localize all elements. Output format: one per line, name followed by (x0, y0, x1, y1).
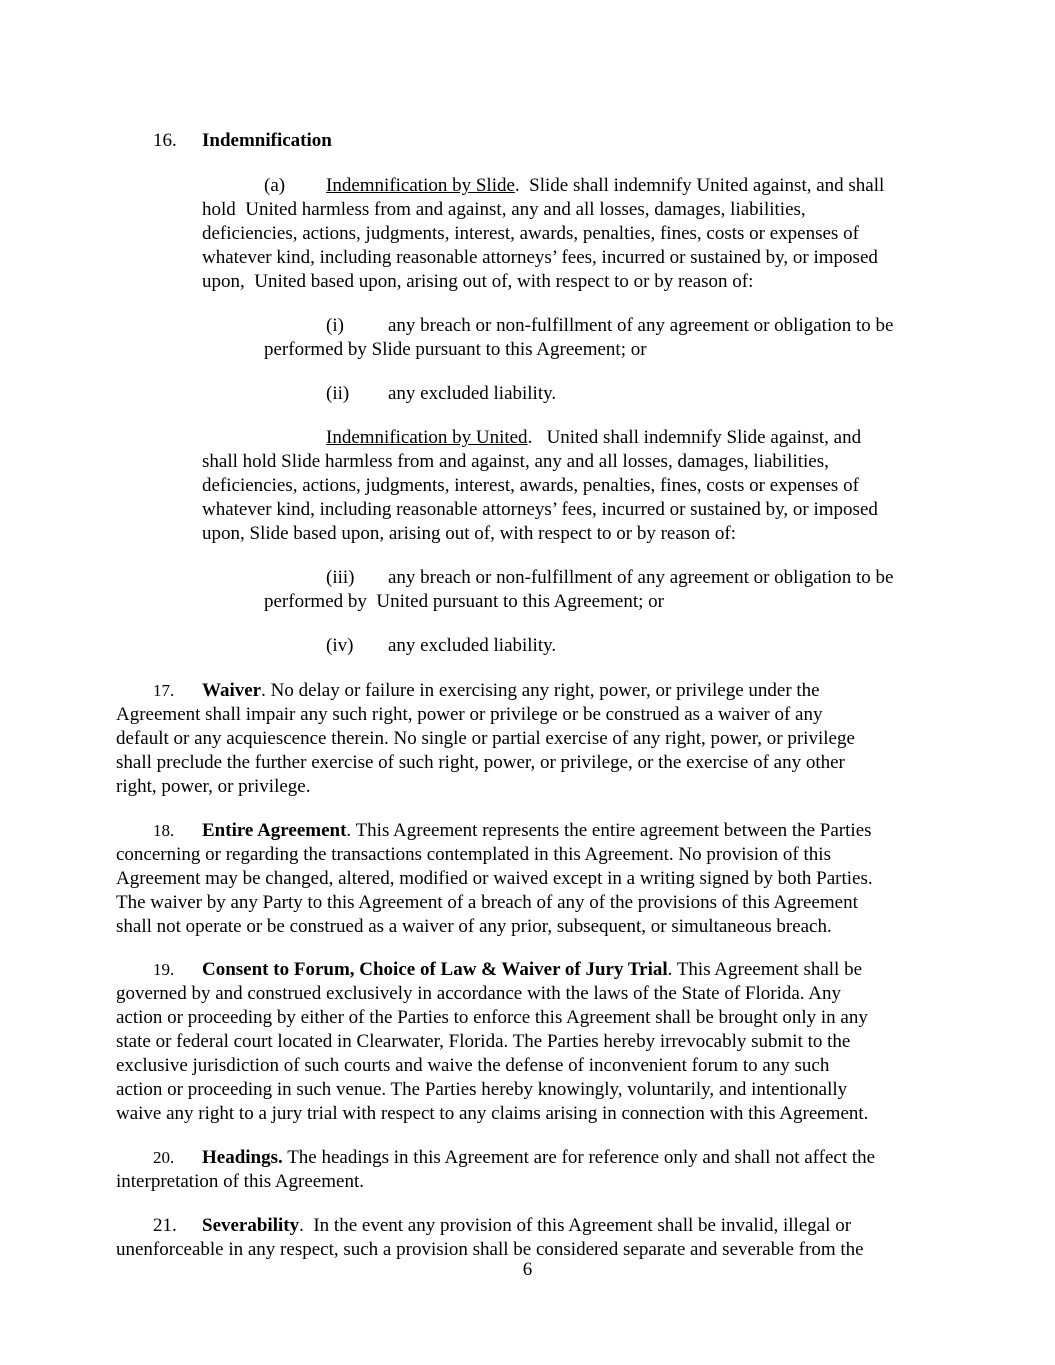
section-17-heading: Waiver (202, 680, 262, 701)
item-i-text: performed by Slide pursuant to this Agreement; or (264, 339, 647, 360)
section-21-first-line (202, 1214, 851, 1238)
paragraph-line: unenforceable in any respect, such a provision shall be considered separate and severable from the (116, 1239, 864, 1260)
paragraph-line: concerning or regarding the transactions contemplated in this Agreement. No provision of this (116, 844, 831, 865)
paragraph-line: right, power, or privilege. (116, 776, 311, 797)
paragraph-line: whatever kind, including reasonable attorneys’ fees, incurred or sustained by, or imposed (202, 499, 878, 520)
paragraph-line: governed by and construed exclusively in accordance with the laws of the State of Florida. Any (116, 983, 841, 1004)
section-16a-title: Indemnification by Slide (326, 175, 515, 196)
item-ii-label: (ii) (326, 383, 350, 404)
paragraph-line: The waiver by any Party to this Agreement of a breach of any of the provisions of this Agreement (116, 892, 858, 913)
paragraph-line: action or proceeding in such venue. The Parties hereby knowingly, voluntarily, and intentionally (116, 1079, 848, 1100)
paragraph-line: default or any acquiescence therein. No single or partial exercise of any right, power, or privilege (116, 728, 855, 749)
item-iii-label: (iii) (326, 567, 355, 588)
item-ii-text: any excluded liability. (388, 383, 557, 404)
section-16-heading: Indemnification (202, 130, 332, 151)
section-18-heading: Entire Agreement (202, 820, 347, 841)
item-i-text: any breach or non-fulfillment of any agreement or obligation to be (388, 315, 894, 336)
paragraph-line: shall hold Slide harmless from and against, any and all losses, damages, liabilities, (202, 451, 829, 472)
section-20-number: 20. (153, 1148, 175, 1167)
section-18-first-line (202, 819, 872, 843)
paragraph-line: upon, United based upon, arising out of, with respect to or by reason of: (202, 271, 754, 292)
section-18-text: . This Agreement represents the entire agreement between the Parties (346, 820, 872, 841)
paragraph-line: state or federal court located in Clearwater, Florida. The Parties hereby irrevocably submit to the (116, 1031, 851, 1052)
section-16b-first-line (326, 426, 861, 450)
paragraph-line: deficiencies, actions, judgments, interest, awards, penalties, fines, costs or expenses of (202, 475, 859, 496)
item-iii-text: any breach or non-fulfillment of any agreement or obligation to be (388, 567, 894, 588)
paragraph-line: upon, Slide based upon, arising out of, with respect to or by reason of: (202, 523, 737, 544)
section-16-number: 16. (153, 130, 177, 151)
section-19-first-line (202, 958, 862, 982)
paragraph-line: hold United harmless from and against, any and all losses, damages, liabilities, (202, 199, 806, 220)
section-21-text: . In the event any provision of this Agreement shall be invalid, illegal or (299, 1215, 852, 1236)
paragraph-line: shall not operate or be construed as a waiver of any prior, subsequent, or simultaneous breach. (116, 916, 832, 937)
page-number: 6 (522, 1259, 533, 1280)
section-20-text: The headings in this Agreement are for reference only and shall not affect the (282, 1147, 876, 1168)
paragraph-line: whatever kind, including reasonable attorneys’ fees, incurred or sustained by, or imposed (202, 247, 878, 268)
section-16a-text: . Slide shall indemnify United against, and shall (514, 175, 885, 196)
section-20-heading: Headings. (202, 1147, 283, 1168)
paragraph-line: Agreement shall impair any such right, power or privilege or be construed as a waiver of any (116, 704, 823, 725)
item-i-label: (i) (326, 315, 344, 336)
paragraph-line: interpretation of this Agreement. (116, 1171, 364, 1192)
section-20-first-line (202, 1146, 875, 1170)
section-17-first-line (202, 679, 820, 703)
section-17-number: 17. (153, 681, 175, 700)
paragraph-line: action or proceeding by either of the Parties to enforce this Agreement shall be brought only in any (116, 1007, 868, 1028)
paragraph-line: Agreement may be changed, altered, modified or waived except in a writing signed by both Parties. (116, 868, 873, 889)
section-19-text: . This Agreement shall be (667, 959, 863, 980)
paragraph-line: shall preclude the further exercise of such right, power, or privilege, or the exercise of any other (116, 752, 845, 773)
section-19-heading: Consent to Forum, Choice of Law & Waiver of Jury Trial (202, 959, 668, 980)
paragraph-line: exclusive jurisdiction of such courts and waive the defense of inconvenient forum to any such (116, 1055, 830, 1076)
item-iii-text: performed by United pursuant to this Agreement; or (264, 591, 664, 612)
section-21-heading: Severability (202, 1215, 300, 1236)
section-16b-text: . United shall indemnify Slide against, and (527, 427, 862, 448)
section-16a-first-line (326, 174, 884, 198)
section-16b-title: Indemnification by United (326, 427, 528, 448)
section-21-number: 21. (153, 1215, 177, 1236)
section-18-number: 18. (153, 821, 175, 840)
paragraph-line: deficiencies, actions, judgments, interest, awards, penalties, fines, costs or expenses of (202, 223, 859, 244)
item-iv-label: (iv) (326, 635, 354, 656)
section-17-text: . No delay or failure in exercising any right, power, or privilege under the (261, 680, 820, 701)
item-iv-text: any excluded liability. (388, 635, 557, 656)
paragraph-line: waive any right to a jury trial with respect to any claims arising in connection with this Agreement. (116, 1103, 869, 1124)
section-19-number: 19. (153, 960, 175, 979)
section-16a-label: (a) (264, 175, 286, 196)
